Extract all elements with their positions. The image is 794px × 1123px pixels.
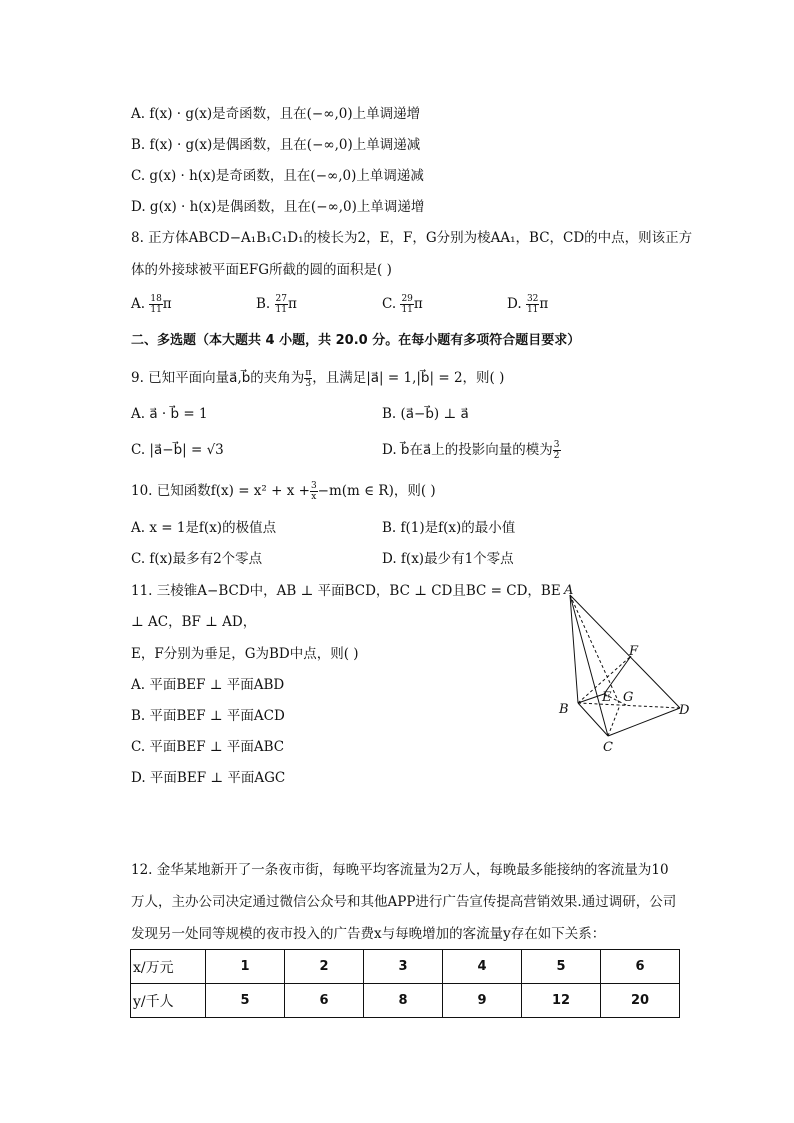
q11-option-c: C. 平面BEF ⊥ 平面ABC <box>131 739 285 755</box>
q10-option-a: A. x = 1是f(x)的极值点 <box>131 520 277 536</box>
row-header-x: x/万元 <box>131 950 206 984</box>
fraction: $\frac{\pi}{3}$ <box>305 368 312 389</box>
table-cell: 5 <box>522 950 601 984</box>
table-cell: 6 <box>601 950 680 984</box>
q12-stem-line1: 12. 金华某地新开了一条夜市街，每晚平均客流量为2万人，每晚最多能接纳的客流量为10 <box>131 862 669 878</box>
q11-option-b: B. 平面BEF ⊥ 平面ACD <box>131 708 285 724</box>
q11-stem-line1: 11. 三棱锥A−BCD中，AB ⊥ 平面BCD，BC ⊥ CD且BC = CD，BE <box>131 583 561 599</box>
q8-stem-line2: 体的外接球被平面EFG所截的圆的面积是( ) <box>131 262 392 278</box>
vertex-label-a: A <box>564 583 574 598</box>
table-cell: 2 <box>285 950 364 984</box>
vertex-label-f: F <box>629 644 639 659</box>
fraction: $\frac{3}{2}$ <box>553 440 560 461</box>
edge-cg <box>608 705 620 736</box>
table-cell: 8 <box>364 984 443 1018</box>
table-cell: 4 <box>443 950 522 984</box>
q9-option-b: B. (a⃗−b⃗) ⊥ a⃗ <box>382 406 469 422</box>
q12-stem-line2: 万人，主办公司决定通过微信公众号和其他APP进行广告宣传提高营销效果.通过调研，公司 <box>131 894 677 910</box>
edge-ef <box>604 656 631 694</box>
vertex-label-e: E <box>602 690 612 705</box>
table-row <box>131 984 680 1018</box>
edge-be <box>578 694 604 703</box>
vertex-label-c: C <box>603 740 613 754</box>
vertex-label-b: B <box>559 702 569 717</box>
q7-option-d: D. g(x) · h(x)是偶函数，且在(−∞,0)上单调递增 <box>131 199 425 215</box>
q8-option-d: D. $\frac{32}{11}$ π <box>507 294 549 315</box>
q11-stem-line3: E，F分别为垂足，G为BD中点，则( ) <box>131 646 359 662</box>
table-row <box>131 950 680 984</box>
q10-option-c: C. f(x)最多有2个零点 <box>131 551 263 567</box>
q9-option-a: A. a⃗ · b⃗ = 1 <box>131 406 208 422</box>
table-cell: 12 <box>522 984 601 1018</box>
q11-stem-line2: ⊥ AC，BF ⊥ AD， <box>131 614 257 630</box>
q10-option-b: B. f(1)是f(x)的最小值 <box>382 520 516 536</box>
q9-option-d: D. b⃗在a⃗上的投影向量的模为 $\frac{3}{2}$ <box>382 440 560 461</box>
q8-option-c: C. $\frac{29}{11}$ π <box>382 294 423 315</box>
q11-option-a: A. 平面BEF ⊥ 平面ABD <box>131 677 285 693</box>
q11-option-d: D. 平面BEF ⊥ 平面AGC <box>131 770 286 786</box>
q7-option-c: C. g(x) · h(x)是奇函数，且在(−∞,0)上单调递减 <box>131 168 424 184</box>
pyramid-figure <box>556 582 706 754</box>
edge-cd <box>608 708 680 736</box>
table-cell: 20 <box>601 984 680 1018</box>
fraction: $\frac{27}{11}$ <box>275 294 287 315</box>
q12-stem-line3: 发现另一处同等规模的夜市投入的广告费x与每晚增加的客流量y存在如下关系： <box>131 926 606 942</box>
q8-option-a: A. $\frac{18}{11}$ π <box>131 294 172 315</box>
q9-option-c: C. |a⃗−b⃗| = √3 <box>131 442 224 458</box>
data-table <box>130 949 680 1018</box>
fraction: $\frac{3}{x}$ <box>310 481 317 502</box>
table-cell: 1 <box>206 950 285 984</box>
q9-stem: 9. 已知平面向量a⃗,b⃗的夹角为 $\frac{\pi}{3}$ ，且满足|a⃗| = 1,|b⃗| = 2，则( ) <box>131 368 505 389</box>
fraction: $\frac{29}{11}$ <box>401 294 413 315</box>
row-header-y: y/千人 <box>131 984 206 1018</box>
vertex-label-g: G <box>623 690 634 705</box>
table-cell: 9 <box>443 984 522 1018</box>
q7-option-b: B. f(x) · g(x)是偶函数，且在(−∞,0)上单调递减 <box>131 137 421 153</box>
table-cell: 6 <box>285 984 364 1018</box>
q10-stem: 10. 已知函数f(x) = x² + x + $\frac{3}{x}$ −m(m ∈ R)，则( ) <box>131 481 436 502</box>
table-cell: 3 <box>364 950 443 984</box>
table-cell: 5 <box>206 984 285 1018</box>
q8-stem-line1: 8. 正方体ABCD−A₁B₁C₁D₁的棱长为2，E，F，G分别为棱AA₁，BC，CD的中点，则该正方 <box>131 230 693 246</box>
fraction: $\frac{32}{11}$ <box>526 294 539 315</box>
q10-option-d: D. f(x)最少有1个零点 <box>382 551 514 567</box>
q8-option-b: B. $\frac{27}{11}$ π <box>256 294 297 315</box>
section-heading: 二、多选题（本大题共 4 小题，共 20.0 分。在每小题有多项符合题目要求） <box>131 333 581 348</box>
vertex-label-d: D <box>679 703 690 718</box>
q7-option-a: A. f(x) · g(x)是奇函数，且在(−∞,0)上单调递增 <box>131 106 421 122</box>
fraction: $\frac{18}{11}$ <box>150 294 162 315</box>
